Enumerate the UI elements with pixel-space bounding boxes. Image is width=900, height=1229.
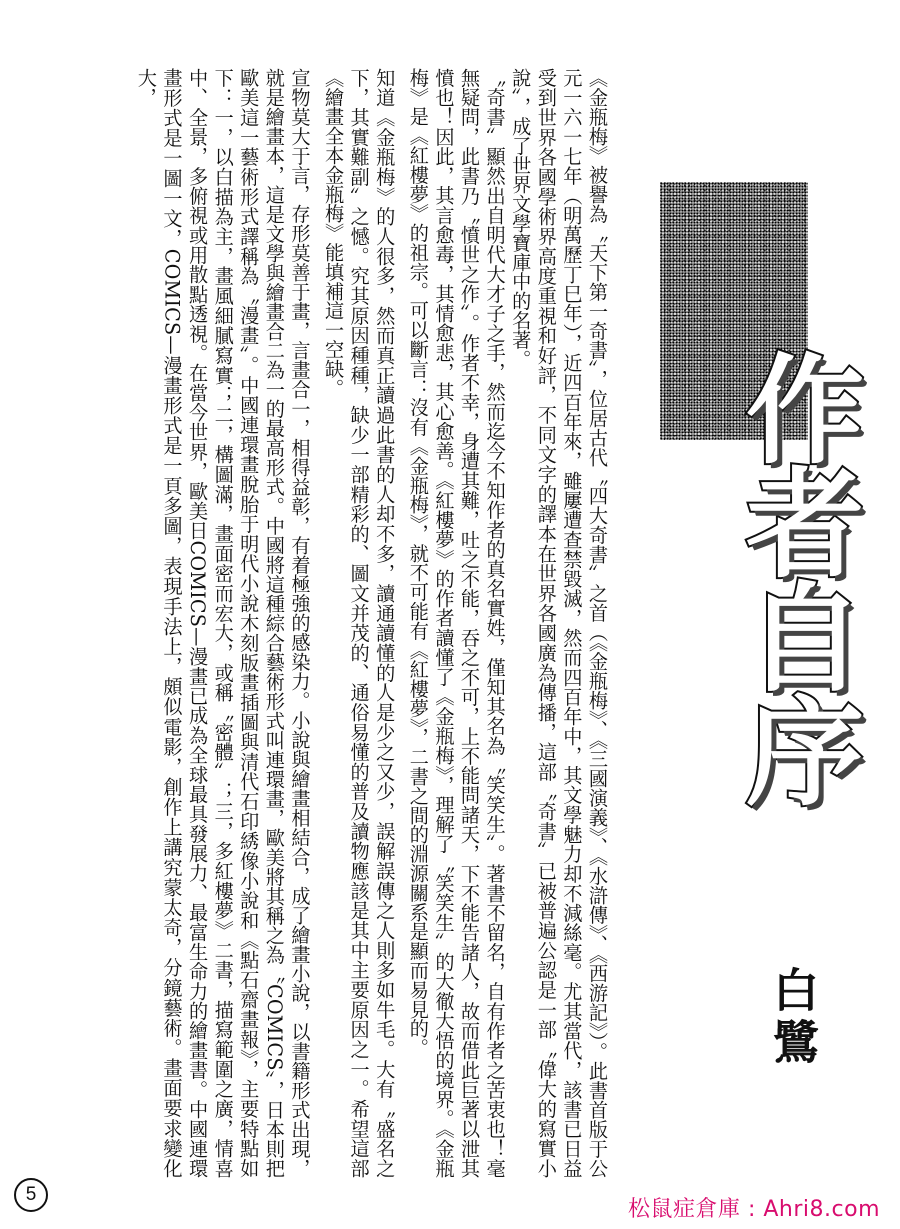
- paragraph-4: 宣物莫大于言，存形莫善于畫，言畫合一，相得益彰，有着極強的感染力。小說與繪畫相結合，成了繪畫小說，以書籍形式出現，就是繪畫本，這是文學與繪畫合二為一的最高形式。中國將這種綜合藝術形式叫連環畫，歐美將其稱之為〝COMICS〞，日本則把歐美這一藝術形式譯稱為〝漫畫〞。中國連環畫脫胎于明代小說木刻版畫插圖與清代石印綉像小說和《點石齋畫報》，主要特點如下：一，以白描為主，畫風細膩寫實；二，構圖滿，畫面密而宏大，或稱〝密體〞；三，多紅樓夢》二書，描寫範圍之廣，情喜中、全景，多俯視或用散點透視。在當今世界，歐美日COMICS—漫畫已成為全球最具發展力、最富生命力的繪畫書。中國連環畫形式是一圖一文，COMICS—漫畫形式是一頁多圖，表現手法上，頗似電影，創作上講究蒙太奇，分鏡藝術。畫面要求變化大，: [134, 68, 312, 1178]
- paragraph-1: 《金瓶梅》被譽為〝天下第一奇書〞，位居古代〝四大奇書〞之首（《金瓶梅》、《三國演義》、《水滸傳》、《西游記》）。此書首版于公元一六一七年（明萬歷丁巳年），近四百年來，雖屢遭查禁毀滅，然而四百年中，其文學魅力却不減絲毫。尤其當代，該書已日益受到世界各國學術界高度重視和好評，不同文字的譯本在世界各國廣為傳播，這部〝奇書〞已被普遍公認是一部〝偉大的寫實小說〞，成了世界文學寶庫中的名著。: [509, 68, 609, 1178]
- paragraph-3: 知道《金瓶梅》的人很多，然而真正讀過此書的人却不多，讀通讀懂的人是少之又少，誤解誤傳之人則多如牛毛。大有〝盛名之下，其實難副〞之憾。究其原因種種，缺少一部精彩的、圖文并茂的、通俗易懂的普及讀物應該是其中主要原因之一。希望這部《繪畫全本金瓶梅》能填補這一空缺。: [322, 68, 397, 1178]
- author-name: 白鷺: [766, 966, 820, 1070]
- page-number: 5: [14, 1178, 48, 1212]
- page-title: 作者自序: [726, 348, 865, 804]
- paragraph-2: 〝奇書〞顯然出自明代大才子之手，然而迄今不知作者的真名實姓，僅知其名為〝笑笑生〞。著書不留名，自有作者之苦衷也！毫無疑問，此書乃〝憤世之作〞。作者不幸，身遭其難，吐之不能，吞之不可，上不能問諸天，下不能告諸人，故而借此巨著以泄其憤也！因此，其言愈毒，其情愈悲，其心愈善。《紅樓夢》的作者讀懂了《金瓶梅》，理解了〝笑笑生〞的大徹大悟的境界。《金瓶梅》是《紅樓夢》的祖宗。可以斷言：沒有《金瓶梅》，就不可能有《紅樓夢》，二書之間的淵源關系是顯而易見的。: [406, 68, 507, 1178]
- watermark: 松鼠症倉庫 : Ahri8.com: [627, 1197, 880, 1222]
- preface-body: [70, 68, 610, 1178]
